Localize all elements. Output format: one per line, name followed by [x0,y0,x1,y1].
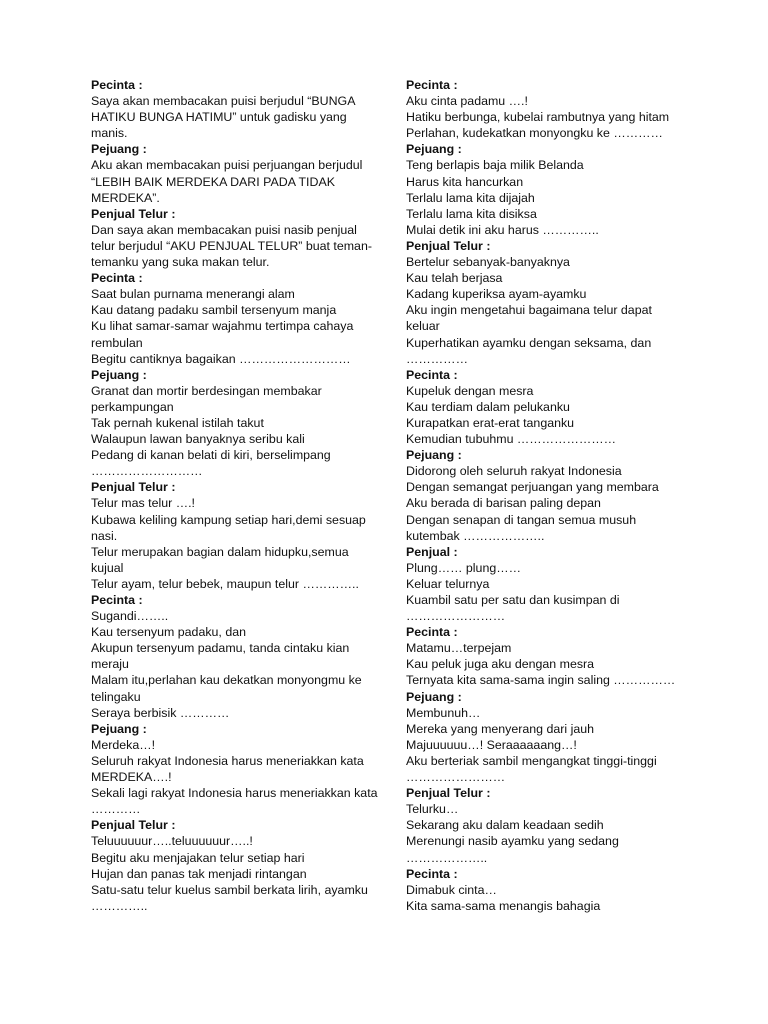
dialogue-section [406,77,688,141]
verse-line: Begitu aku menjajakan telur setiap hari [91,850,305,865]
verse-line: Tak pernah kukenal istilah takut [91,415,264,430]
verse-line: Kau peluk juga aku dengan mesra [406,657,595,672]
left-column [91,77,381,914]
verse-line: Aku berada di barisan paling depan [406,496,601,511]
verse-line: Merenungi nasib ayamku yang sedang ……………….. [406,834,619,865]
verse-line: Dimabuk cinta… [406,882,497,897]
verse-line: Aku akan membacakan puisi perjuangan berjudul “LEBIH BAIK MERDEKA DARI PADA TIDAK MERDEKA”. [91,158,363,205]
verse-line: Didorong oleh seluruh rakyat Indonesia [406,464,622,479]
verse-line: MERDEKA….! [91,770,172,785]
verse-line: Kau terdiam dalam pelukanku [406,399,570,414]
dialogue-section [406,866,688,914]
dialogue-section [406,544,688,624]
speaker-label: Pecinta : [91,78,143,92]
verse-line: Saat bulan purnama menerangi alam [91,287,295,302]
speaker-label: Penjual Telur : [91,480,176,495]
dialogue-section [91,206,381,270]
verse-line: Plung…… plung…… [406,560,522,575]
verse-line: Kadang kuperiksa ayam-ayamku [406,287,587,302]
verse-line: Kuambil satu per satu dan kusimpan di …………………… [406,593,620,624]
speaker-label: Pejuang : [406,689,462,704]
dialogue-section [91,141,381,205]
dialogue-section [91,817,381,914]
right-column [406,77,688,914]
dialogue-section [91,270,381,367]
speaker-label: Pejuang : [91,721,147,736]
speaker-label: Pecinta : [406,625,458,640]
speaker-label: Penjual Telur : [406,786,491,801]
verse-line: Ku lihat samar-samar wajahmu tertimpa cahaya rembulan [91,319,354,350]
verse-line: Hujan dan panas tak menjadi rintangan [91,866,307,881]
verse-line: Aku berteriak sambil mengangkat tinggi-tinggi …………………… [406,753,657,785]
verse-line: Terlalu lama kita disiksa [406,206,537,221]
verse-line: Saya akan membacakan puisi berjudul “BUNGA HATIKU BUNGA HATIMU” untuk gadisku yang manis. [91,94,355,141]
verse-line: Mereka yang menyerang dari jauh [406,721,595,736]
verse-line: Teluuuuuur…..teluuuuuur…..! [91,834,253,849]
dialogue-section [406,141,688,238]
speaker-label: Pecinta : [406,78,458,92]
verse-line: Malam itu,perlahan kau dekatkan monyongmu ke telingaku [91,673,362,704]
verse-line: Kurapatkan erat-erat tanganku [406,415,575,430]
verse-line: Seraya berbisik ………… [91,705,230,720]
dialogue-section [91,479,381,592]
verse-line: Satu-satu telur kuelus sambil berkata lirih, ayamku ………….. [91,882,368,913]
verse-line: Ternyata kita sama-sama ingin saling …………… [406,673,676,688]
dialogue-section [406,447,688,544]
verse-line: Terlalu lama kita dijajah [406,190,535,205]
dialogue-section [91,721,381,818]
verse-line: Kita sama-sama menangis bahagia [406,898,601,913]
speaker-label: Penjual : [406,544,458,559]
speaker-label: Pejuang : [406,448,462,463]
verse-line: Kau tersenyum padaku, dan [91,625,246,640]
verse-line: Telur mas telur ….! [91,496,195,511]
verse-line: Dan saya akan membacakan puisi nasib penjual telur berjudul “AKU PENJUAL TELUR” buat teman-temanku yang suka makan telur. [91,222,372,270]
verse-line: Kubawa keliling kampung setiap hari,demi sesuap nasi. [91,512,366,543]
dialogue-section [406,689,688,786]
verse-line: Mulai detik ini aku harus ………….. [406,222,599,237]
verse-line: Begitu cantiknya bagaikan ……………………… [91,351,351,366]
dialogue-section [406,238,688,367]
verse-line: Kemudian tubuhmu …………………… [406,432,617,447]
verse-line: Granat dan mortir berdesingan membakar perkampungan [91,383,322,414]
dialogue-section [91,77,381,141]
speaker-label: Pecinta : [406,866,458,881]
speaker-label: Penjual Telur : [406,238,491,253]
speaker-label: Pejuang : [91,142,147,157]
verse-line: Seluruh rakyat Indonesia harus meneriakkan kata [91,753,364,768]
verse-line: Kau datang padaku sambil tersenyum manja [91,303,337,318]
verse-line: Walaupun lawan banyaknya seribu kali [91,432,305,447]
verse-line: Sugandi…….. [91,609,169,624]
verse-line: Bertelur sebanyak-banyaknya [406,255,570,270]
verse-line: Sekarang aku dalam keadaan sedih [406,818,604,833]
speaker-label: Penjual Telur : [91,818,176,833]
verse-line: Aku cinta padamu ….! [406,94,528,109]
speaker-label: Pecinta : [91,271,143,286]
dialogue-section [406,785,688,865]
verse-line: Teng berlapis baja milik Belanda [406,158,584,173]
dialogue-section [406,624,688,688]
dialogue-section [91,592,381,721]
verse-line: Aku ingin mengetahui bagaimana telur dapat keluar [406,303,652,334]
verse-line: Matamu…terpejam [406,641,512,656]
verse-line: Dengan semangat perjuangan yang membara [406,480,659,495]
verse-line: Pedang di kanan belati di kiri, berselimpang ……………………… [91,448,331,479]
verse-line: Membunuh… [406,705,481,720]
verse-line: Kupeluk dengan mesra [406,383,534,398]
verse-line: Telur ayam, telur bebek, maupun telur ………….. [91,576,359,591]
dialogue-section [91,367,381,480]
verse-line: Keluar telurnya [406,576,490,591]
verse-line: Akupun tersenyum padamu, tanda cintaku kian meraju [91,641,350,672]
verse-line: Kau telah berjasa [406,271,503,286]
verse-line: Perlahan, kudekatkan monyongku ke ………… [406,126,663,141]
verse-line: Dengan senapan di tangan semua musuh kutembak ……………….. [406,512,637,543]
speaker-label: Penjual Telur : [91,206,176,221]
speaker-label: Pejuang : [91,367,147,382]
speaker-label: Pecinta : [406,367,458,382]
verse-line: Kuperhatikan ayamku dengan seksama, dan …………… [406,335,652,366]
verse-line: Harus kita hancurkan [406,174,524,189]
verse-line: Sekali lagi rakyat Indonesia harus meneriakkan kata ………… [91,786,378,817]
verse-line: Majuuuuuu…! Seraaaaaang…! [406,737,577,752]
verse-line: Merdeka…! [91,737,156,752]
verse-line: Hatiku berbunga, kubelai rambutnya yang hitam [406,110,670,125]
speaker-label: Pecinta : [91,593,143,607]
verse-line: Telur merupakan bagian dalam hidupku,semua kujual [91,544,349,575]
speaker-label: Pejuang : [406,142,462,157]
verse-line: Telurku… [406,802,459,817]
dialogue-section [406,367,688,447]
